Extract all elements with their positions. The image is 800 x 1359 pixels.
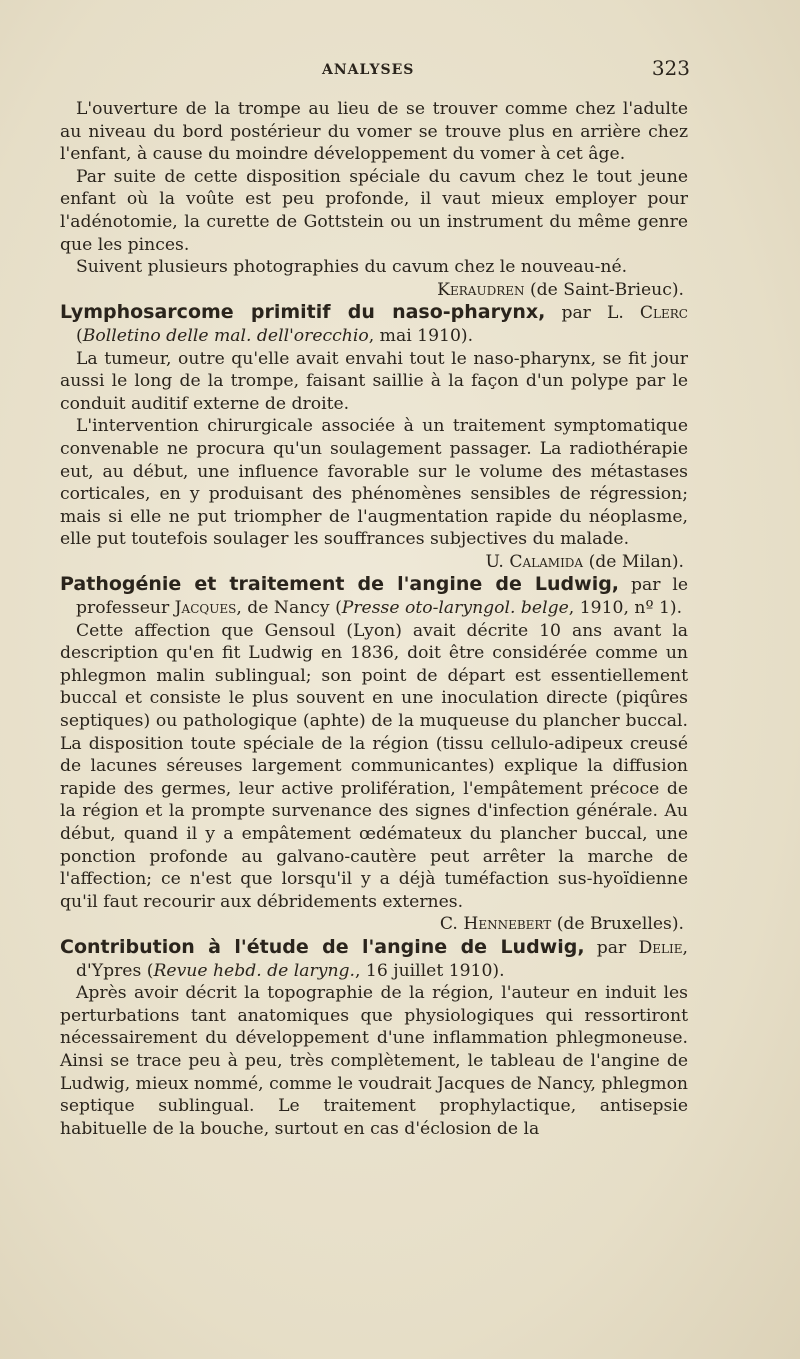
- page-header: [60, 52, 690, 82]
- author-signature: [60, 279, 688, 302]
- source-journal: Bolletino delle mal. dell'orecchio: [82, 325, 369, 346]
- author-signature: [60, 913, 688, 936]
- article-title: Pathogénie et traitement de l'angine de Ludwig,: [60, 573, 620, 596]
- signature-author: Calamida: [509, 551, 584, 572]
- signature-affiliation: (de Milan).: [583, 551, 684, 572]
- signature-initial: U.: [485, 551, 510, 572]
- signature-author: Keraudren: [437, 279, 525, 300]
- source-date: , 1910, nº 1).: [568, 598, 683, 619]
- article-heading: [60, 936, 688, 982]
- article-heading: [60, 301, 688, 347]
- article-author: Clerc: [639, 303, 688, 324]
- article-title: Contribution à l'étude de l'angine de Ludwig,: [60, 935, 585, 958]
- paragraph: La tumeur, outre qu'elle avait envahi tout le naso-pharynx, se fit jour aussi le long de la trompe, faisant saillie à la façon d'un polype par le conduit auditif externe de droite.: [60, 348, 688, 414]
- source-journal: Presse oto-laryngol. belge: [341, 598, 569, 619]
- article-heading: [60, 573, 688, 619]
- signature-affiliation: (de Saint-Brieuc).: [529, 279, 684, 300]
- article-by: par le professeur: [76, 575, 688, 619]
- paragraph: Par suite de cette disposition spéciale du cavum chez le tout jeune enfant où la voûte est peu profonde, il vaut mieux employer pour l'adénotomie, la curette de Gottstein ou un instrument du même genre que les pinces.: [60, 166, 688, 255]
- source-open: (: [76, 325, 83, 346]
- paragraph: Cette affection que Gensoul (Lyon) avait décrite 10 ans avant la description qu'en fit Ludwig en 1836, doit être considérée comme un phlegmon malin sublingual; son point de départ est essentiellement buccal et consiste le plus souvent en une inoculation directe (piqûres septiques) ou pathologique (aphte) de la muqueuse du plancher buccal. La disposition toute spéciale de la région (tissu cellulo-adipeux creusé de lacunes séreuses largement communicantes) explique la diffusion rapide des germes, leur active prolifération, l'empâtement précoce de la région et la prompte survenance des signes d'infection générale. Au début, quand il y a empâtement œdémateux du plancher buccal, une ponction profonde au galvano-cautère peut arrêter la marche de l'affection; ce n'est que lorsqu'il y a déjà tuméfaction sus-hyoïdienne qu'il faut recourir aux débridements externes.: [60, 620, 688, 912]
- article-by: par: [584, 937, 639, 958]
- article-author: Jacques: [174, 598, 237, 619]
- paragraph: L'ouverture de la trompe au lieu de se trouver comme chez l'adulte au niveau du bord postérieur du vomer se trouve plus en arrière chez l'enfant, à cause du moindre développement du vomer à cet âge.: [60, 99, 688, 165]
- article-place: , d'Ypres (: [76, 937, 688, 981]
- author-signature: [60, 551, 688, 574]
- paragraph: Suivent plusieurs photographies du cavum chez le nouveau-né.: [76, 257, 628, 278]
- paragraph: L'intervention chirurgicale associée à un traitement symptomatique convenable ne procura qu'un soulagement passager. La radiothérapie eut, au début, une influence favorable sur le volume des métastases corticales, en y produisant des phénomènes sensibles de régression; mais si elle ne put triompher de l'augmentation rapide du néoplasme, elle put toutefois soulager les souffrances subjectives du malade.: [60, 416, 688, 550]
- article-by: par L.: [561, 303, 640, 324]
- signature-author: Hennebert: [463, 914, 552, 935]
- running-title: ANALYSES: [322, 62, 415, 78]
- page-body: [60, 98, 688, 1140]
- page-number: 323: [651, 56, 690, 80]
- signature-initial: C.: [439, 914, 464, 935]
- paragraph: Après avoir décrit la topographie de la région, l'auteur en induit les perturbations tant anatomiques que physiologiques qui ressortiront nécessairement du développement d'une inflammation phlegmoneuse. Ainsi se trace peu à peu, très complètement, le tableau de l'angine de Ludwig, mieux nommé, comme le voudrait Jacques de Nancy, phlegmon septique sublingual. Le traitement prophylactique, antisepsie habituelle de la bouche, surtout en cas d'éclosion de la: [60, 983, 688, 1139]
- article-place: , de Nancy (: [236, 598, 342, 619]
- source-date: , 16 juillet 1910).: [355, 960, 505, 981]
- source-journal: Revue hebd. de laryng.: [153, 960, 355, 981]
- article-author: Delie: [638, 937, 683, 958]
- signature-affiliation: (de Bruxelles).: [551, 914, 684, 935]
- source-date: , mai 1910).: [368, 325, 474, 346]
- article-title: Lymphosarcome primitif du naso-pharynx,: [60, 301, 546, 324]
